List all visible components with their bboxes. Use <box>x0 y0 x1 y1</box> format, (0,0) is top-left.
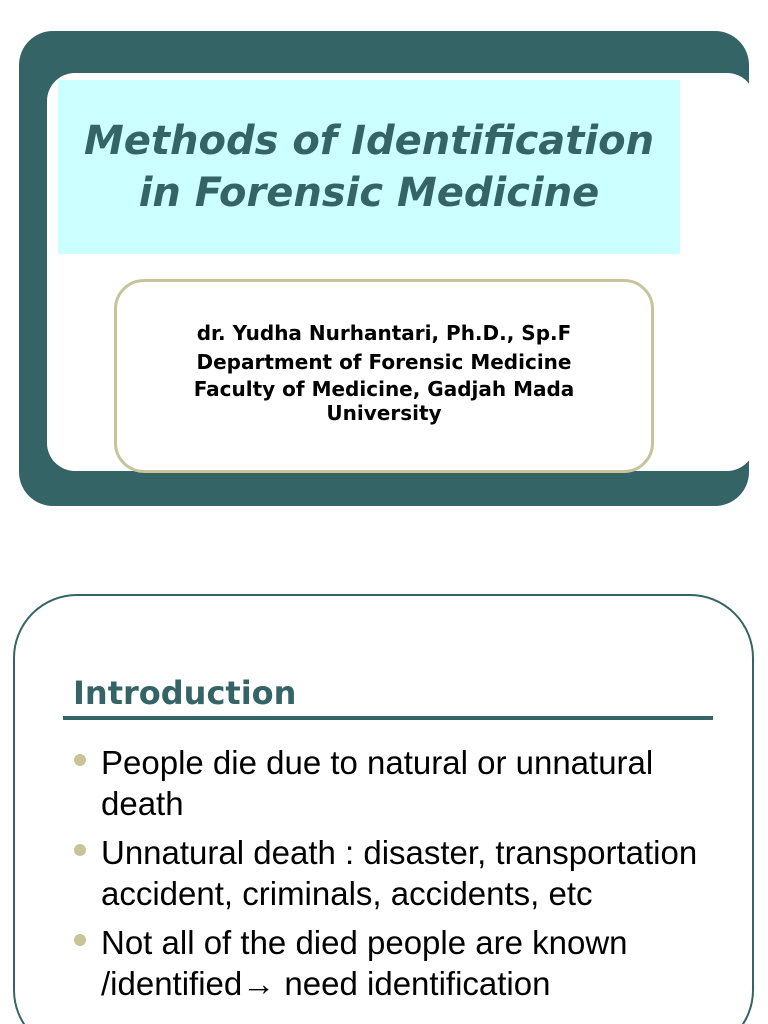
author-university: University <box>326 401 442 425</box>
author-name: dr. Yudha Nurhantari, Ph.D., Sp.F <box>196 321 572 345</box>
bullet-text: People die due to natural or unnatural death <box>101 744 654 822</box>
author-faculty: Faculty of Medicine, Gadjah Mada <box>193 377 575 401</box>
bullet-text: Not all of the died people are known /identified→ need identification <box>101 924 628 1002</box>
bullet-dot-icon <box>74 844 86 856</box>
author-card <box>114 279 654 473</box>
bullet-text: Unnatural death : disaster, transportation accident, criminals, accidents, etc <box>101 834 698 912</box>
author-department: Department of Forensic Medicine <box>196 350 572 374</box>
list-item <box>70 832 710 914</box>
list-item <box>70 742 710 824</box>
bullet-list <box>70 742 710 1012</box>
bullet-dot-icon <box>74 754 86 766</box>
bullet-dot-icon <box>74 934 86 946</box>
title-banner <box>58 80 680 254</box>
heading-divider <box>63 716 713 720</box>
list-item <box>70 922 710 1004</box>
section-heading: Introduction <box>73 674 297 712</box>
slide-title: Methods of Identification in Forensic Medicine <box>83 118 655 216</box>
